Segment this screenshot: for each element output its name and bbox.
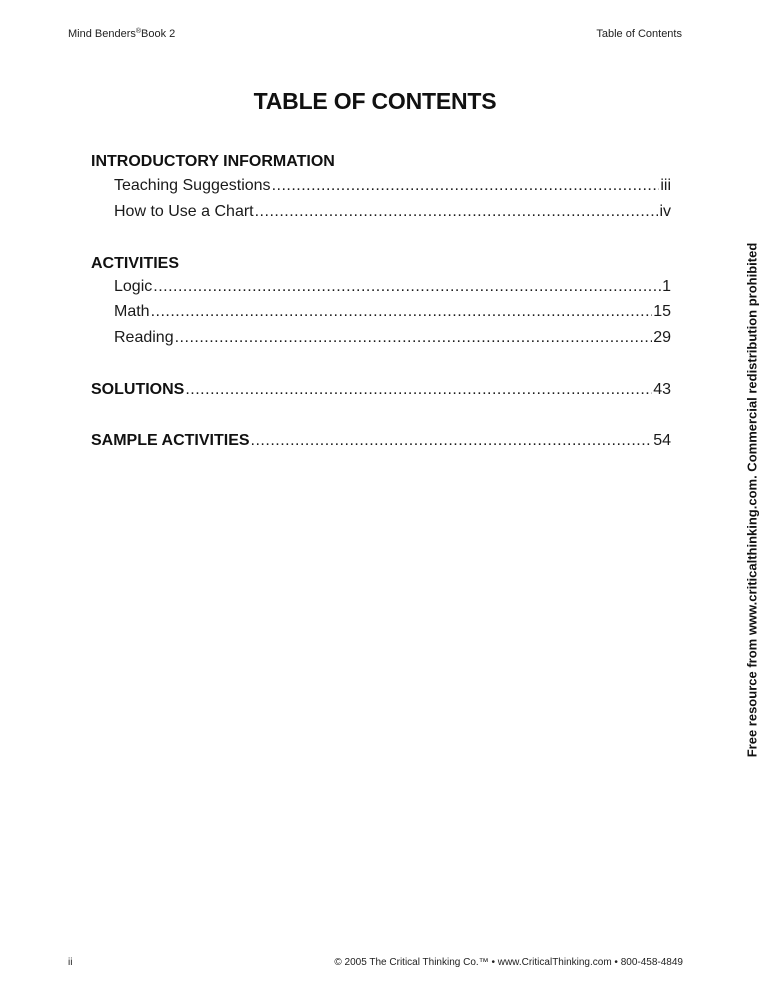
dot-leader — [185, 381, 652, 399]
running-header-section: Table of Contents — [596, 28, 682, 40]
dot-leader — [251, 432, 653, 450]
dot-leader — [153, 278, 661, 296]
dot-leader — [151, 303, 653, 321]
side-watermark-text: Free resource from www.criticalthinking.com. Commercial redistribution prohibited — [744, 242, 760, 758]
toc-entry-label: Logic — [114, 278, 153, 295]
toc-entry-logic[interactable] — [114, 278, 671, 296]
copyright-footer: © 2005 The Critical Thinking Co.™ • www.CriticalThinking.com • 800-458-4849 — [334, 957, 683, 968]
toc-entry-page: 15 — [653, 303, 671, 320]
toc-entry-page: 1 — [662, 278, 671, 295]
dot-leader — [175, 329, 653, 347]
toc-entry-label: Teaching Suggestions — [114, 177, 271, 194]
toc-entry-sample-activities[interactable] — [91, 432, 671, 450]
toc-entry-how-to-use-chart[interactable] — [114, 203, 671, 221]
toc-entry-solutions[interactable] — [91, 381, 671, 399]
section-heading-activities: ACTIVITIES — [91, 255, 180, 272]
toc-entry-page: iii — [660, 177, 671, 194]
toc-entry-math[interactable] — [114, 303, 671, 321]
book-title-text: Mind Benders — [68, 28, 136, 40]
page-number: ii — [68, 957, 73, 968]
book-number-text: Book 2 — [141, 28, 176, 40]
toc-entry-label: Reading — [114, 329, 174, 346]
toc-entry-page: iv — [659, 203, 671, 220]
toc-entry-page: 29 — [653, 329, 671, 346]
toc-entry-page: 54 — [653, 432, 671, 449]
toc-entry-label: How to Use a Chart — [114, 203, 254, 220]
section-heading-introductory: INTRODUCTORY INFORMATION — [91, 153, 335, 170]
toc-entry-label: SAMPLE ACTIVITIES — [91, 432, 250, 449]
toc-entry-label: Math — [114, 303, 150, 320]
registered-mark: ® — [135, 28, 142, 35]
toc-entry-teaching-suggestions[interactable] — [114, 177, 671, 195]
running-header-book-title — [68, 28, 175, 40]
toc-entry-reading[interactable] — [114, 329, 671, 347]
dot-leader — [255, 203, 659, 221]
side-watermark — [744, 242, 760, 758]
toc-entry-page: 43 — [653, 381, 671, 398]
page-title: TABLE OF CONTENTS — [253, 88, 497, 114]
dot-leader — [272, 177, 660, 195]
toc-entry-label: SOLUTIONS — [91, 381, 185, 398]
